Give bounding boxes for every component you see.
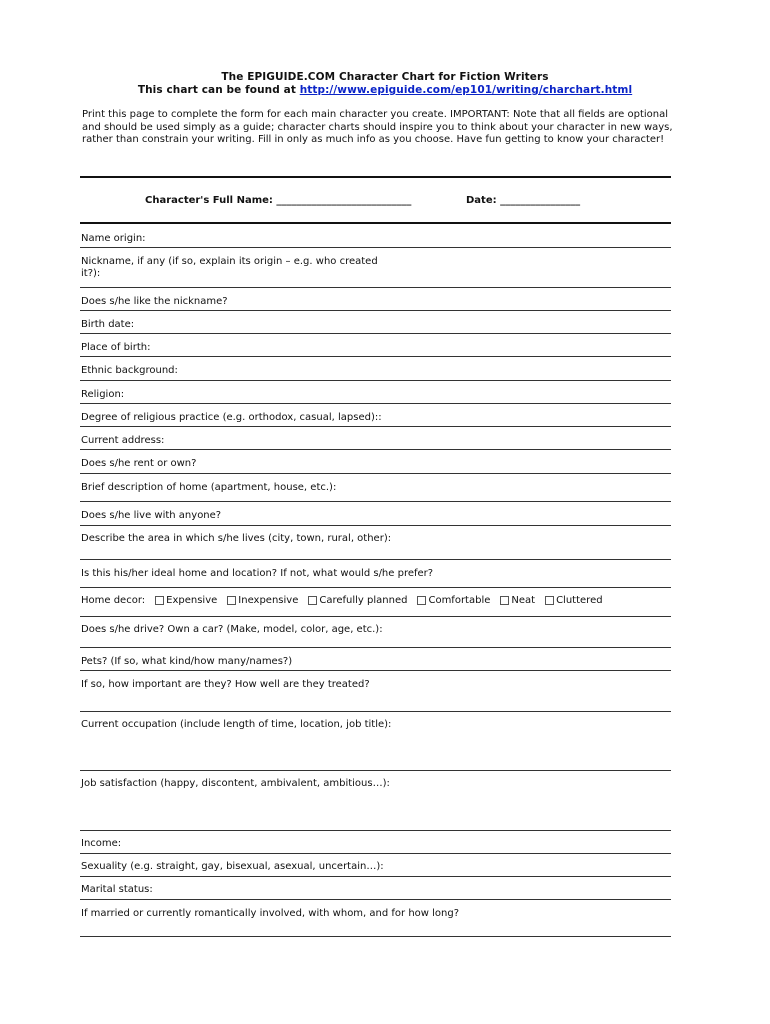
home-decor-label: Home decor: bbox=[81, 595, 146, 606]
field-line bbox=[80, 333, 671, 334]
field-lives-with[interactable]: Does s/he live with anyone? bbox=[81, 510, 222, 521]
field-line bbox=[80, 380, 671, 381]
field-line bbox=[80, 587, 671, 588]
checkbox[interactable] bbox=[417, 596, 426, 605]
field-line bbox=[80, 525, 671, 526]
chart-subtitle bbox=[80, 84, 690, 96]
field-religious-practice[interactable]: Degree of religious practice (e.g. orthodox, casual, lapsed):: bbox=[81, 412, 382, 423]
field-marital-status[interactable]: Marital status: bbox=[81, 884, 153, 895]
field-line bbox=[80, 770, 671, 771]
section-divider bbox=[80, 222, 671, 224]
full-name-field[interactable]: Character's Full Name: ___________________________ bbox=[145, 195, 412, 206]
field-line bbox=[80, 853, 671, 854]
field-current-occupation[interactable]: Current occupation (include length of time, location, job title): bbox=[81, 719, 392, 730]
home-decor-row bbox=[81, 595, 603, 606]
field-line bbox=[80, 670, 671, 671]
home-decor-option[interactable]: Expensive bbox=[155, 595, 217, 606]
home-decor-option[interactable]: Carefully planned bbox=[308, 595, 407, 606]
field-romantic-involvement[interactable]: If married or currently romantically involved, with whom, and for how long? bbox=[81, 908, 460, 919]
field-ideal-home[interactable]: Is this his/her ideal home and location? If not, what would s/he prefer? bbox=[81, 568, 434, 579]
field-pet-importance[interactable]: If so, how important are they? How well are they treated? bbox=[81, 679, 370, 690]
field-drive-car[interactable]: Does s/he drive? Own a car? (Make, model, color, age, etc.): bbox=[81, 624, 383, 635]
field-name-origin[interactable]: Name origin: bbox=[81, 233, 146, 244]
field-line bbox=[80, 403, 671, 404]
field-line bbox=[80, 449, 671, 450]
field-nickname[interactable]: Nickname, if any (if so, explain its origin – e.g. who created it?): bbox=[81, 256, 378, 279]
field-rent-or-own[interactable]: Does s/he rent or own? bbox=[81, 458, 197, 469]
chart-title: The EPIGUIDE.COM Character Chart for Fiction Writers bbox=[221, 71, 549, 83]
field-line bbox=[80, 426, 671, 427]
field-job-satisfaction[interactable]: Job satisfaction (happy, discontent, ambivalent, ambitious…): bbox=[81, 778, 390, 789]
checkbox[interactable] bbox=[227, 596, 236, 605]
checkbox[interactable] bbox=[545, 596, 554, 605]
field-ethnic-background[interactable]: Ethnic background: bbox=[81, 365, 178, 376]
field-religion[interactable]: Religion: bbox=[81, 389, 125, 400]
home-decor-option[interactable]: Neat bbox=[500, 595, 535, 606]
subtitle-prefix: This chart can be found at bbox=[137, 84, 300, 96]
field-line bbox=[80, 711, 671, 712]
field-income[interactable]: Income: bbox=[81, 838, 122, 849]
field-line bbox=[80, 356, 671, 357]
field-line bbox=[80, 473, 671, 474]
field-line bbox=[80, 936, 671, 937]
home-decor-option[interactable]: Comfortable bbox=[417, 595, 490, 606]
field-line bbox=[80, 647, 671, 648]
field-line bbox=[80, 310, 671, 311]
checkbox[interactable] bbox=[500, 596, 509, 605]
field-line bbox=[80, 876, 671, 877]
chart-url-link[interactable]: http://www.epiguide.com/ep101/writing/charchart.html bbox=[299, 84, 633, 96]
field-line bbox=[80, 287, 671, 288]
date-field[interactable]: Date: ________________ bbox=[466, 195, 581, 206]
field-area-description[interactable]: Describe the area in which s/he lives (city, town, rural, other): bbox=[81, 533, 392, 544]
field-line bbox=[80, 899, 671, 900]
field-birth-date[interactable]: Birth date: bbox=[81, 319, 135, 330]
intro-text: Print this page to complete the form for each main character you create. IMPORTANT: Note that all fields are optional and should be used simply as a guide; character charts should inspire you to think about your character in new ways, rather than constrain your writing. Fill in only as much info as you choose. Have fun getting to know your character! bbox=[82, 109, 673, 145]
section-divider bbox=[80, 176, 671, 178]
field-line bbox=[80, 501, 671, 502]
field-current-address[interactable]: Current address: bbox=[81, 435, 165, 446]
field-line bbox=[80, 616, 671, 617]
field-sexuality[interactable]: Sexuality (e.g. straight, gay, bisexual, asexual, uncertain…): bbox=[81, 861, 384, 872]
field-likes-nickname[interactable]: Does s/he like the nickname? bbox=[81, 296, 228, 307]
field-home-description[interactable]: Brief description of home (apartment, house, etc.): bbox=[81, 482, 337, 493]
field-line bbox=[80, 247, 671, 248]
field-line bbox=[80, 830, 671, 831]
checkbox[interactable] bbox=[308, 596, 317, 605]
checkbox[interactable] bbox=[155, 596, 164, 605]
field-line bbox=[80, 559, 671, 560]
home-decor-option[interactable]: Cluttered bbox=[545, 595, 602, 606]
home-decor-option[interactable]: Inexpensive bbox=[227, 595, 298, 606]
field-place-of-birth[interactable]: Place of birth: bbox=[81, 342, 151, 353]
field-pets[interactable]: Pets? (If so, what kind/how many/names?) bbox=[81, 656, 293, 667]
